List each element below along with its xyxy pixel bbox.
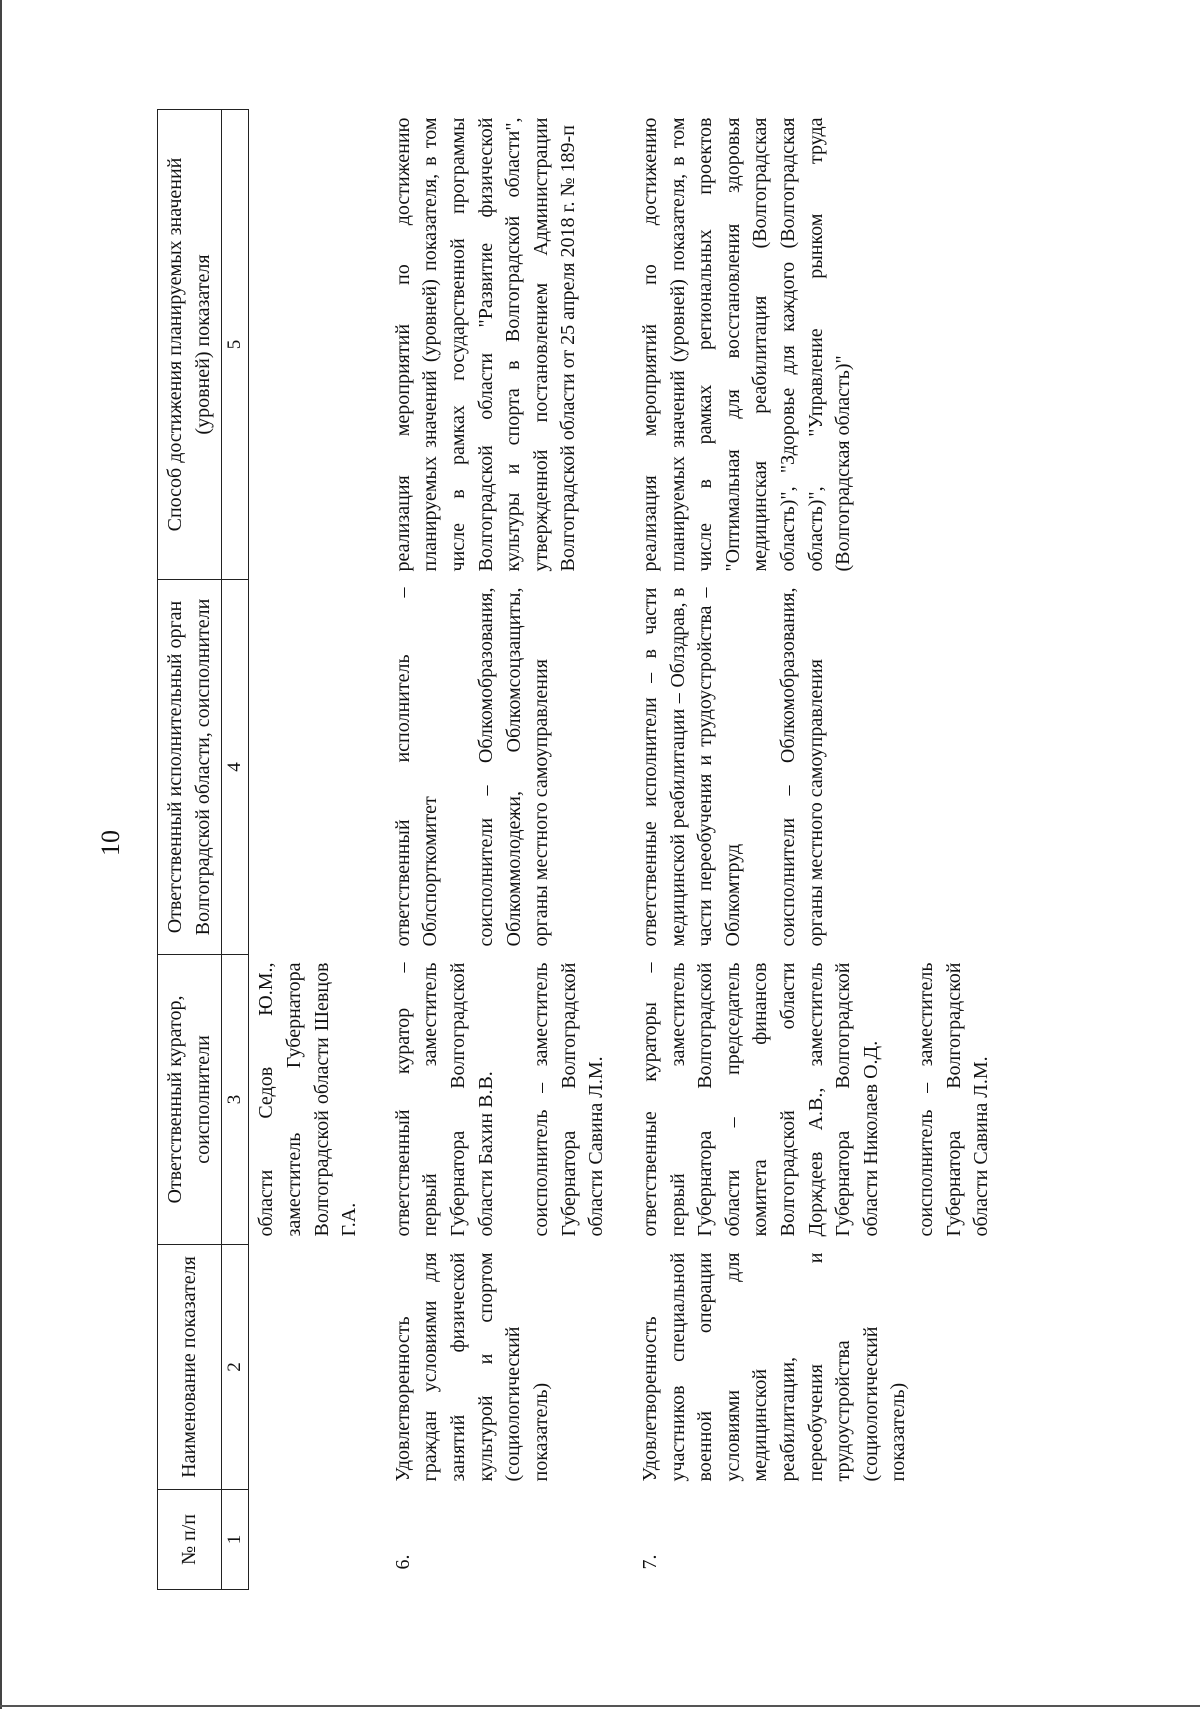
header-col-method: Способ достижения планируемых значений (уровней) показателя [158, 110, 222, 580]
co-executors-paragraph: соисполнители – Облкомобразования, Облкоммолодежи, Облкомсоцзащиты, органы местного самоуправления [474, 587, 553, 947]
table-row [249, 110, 368, 1590]
row-number: 7. [638, 1554, 661, 1570]
column-number: 2 [222, 1245, 249, 1490]
curator-paragraph: области Седов Ю.М., заместитель Губернатора Волгоградской области Шевцов Г.А. [255, 962, 361, 1237]
column-number: 1 [222, 1490, 249, 1590]
method-cell [249, 110, 368, 580]
page-number: 10 [96, 830, 125, 856]
responsible-paragraph: ответственный исполнитель – Облспорткомитет [391, 587, 442, 947]
indicator-name: Удовлетворенность граждан условиями для занятий физической культурой и спортом (социологический показатель) [391, 1252, 552, 1482]
table-header-row [158, 110, 222, 1590]
method-cell: реализация мероприятий по достижению планируемых значений (уровней) показателя, в том числе в рамках региональных проектов "Оптимальная для восстановления здоровья медицинская реабилитация (Волгоградская область)", "Здоровье для каждого (Волгоградская область)", "Управление рынком труда (Волгоградская область)" [638, 117, 855, 572]
row-number: 6. [391, 1554, 414, 1570]
header-col-curator: Ответственный куратор, соисполнители [158, 955, 222, 1245]
table-row [368, 110, 615, 1590]
indicator-name: Удовлетворенность участников специальной военной операции условиями для медицинской реабилитации, переобучения и трудоустройства (социологический показатель) [638, 1252, 910, 1482]
indicators-table [157, 109, 1000, 1590]
responsible-cell [249, 580, 368, 955]
curator-cell [615, 955, 1000, 1245]
table-column-numbers-row [222, 110, 249, 1590]
header-col-indicator-name: Наименование показателя [158, 1245, 222, 1490]
curator-cell [249, 955, 368, 1245]
responsible-paragraph: ответственные исполнители – в части медицинской реабилитации – Облздрав, в части переобучения и трудоустройства – Облкомтруд [638, 587, 744, 947]
method-cell: реализация мероприятий по достижению планируемых значений (уровней) показателя, в том числе в рамках государственной программы Волгоградской области "Развитие физической культуры и спорта в Волгоградской области", утвержденной постановлением Администрации Волгоградской области от 25 апреля 2018 г. № 189-п [391, 117, 580, 572]
row-number [249, 1490, 368, 1590]
co-executors-paragraph: соисполнители – Облкомобразования, органы местного самоуправления [777, 587, 827, 947]
curator-paragraph: ответственные кураторы – первый заместитель Губернатора Волгоградской области – председатель комитета финансов Волгоградской области Дорждеев А.В., заместитель Губернатора Волгоградской области Николаев О.Д. [638, 962, 882, 1237]
indicator-name [249, 1245, 368, 1490]
column-number: 5 [222, 110, 249, 580]
co-executor-paragraph: соисполнитель – заместитель Губернатора Волгоградской области Савина Л.М. [530, 962, 608, 1237]
co-executor-paragraph: соисполнитель – заместитель Губернатора Волгоградской области Савина Л.М. [915, 962, 993, 1237]
header-col-number: № п/п [158, 1490, 222, 1590]
responsible-cell [615, 580, 1000, 955]
column-number: 3 [222, 955, 249, 1245]
responsible-cell [368, 580, 615, 955]
column-number: 4 [222, 580, 249, 955]
table-row [615, 110, 1000, 1590]
curator-paragraph: ответственный куратор – первый заместитель Губернатора Волгоградской области Бахин В.В. [391, 962, 497, 1237]
rotated-table-container [157, 110, 1037, 1590]
header-col-responsible-body: Ответственный исполнительный орган Волгоградской области, соисполнители [158, 580, 222, 955]
curator-cell [368, 955, 615, 1245]
